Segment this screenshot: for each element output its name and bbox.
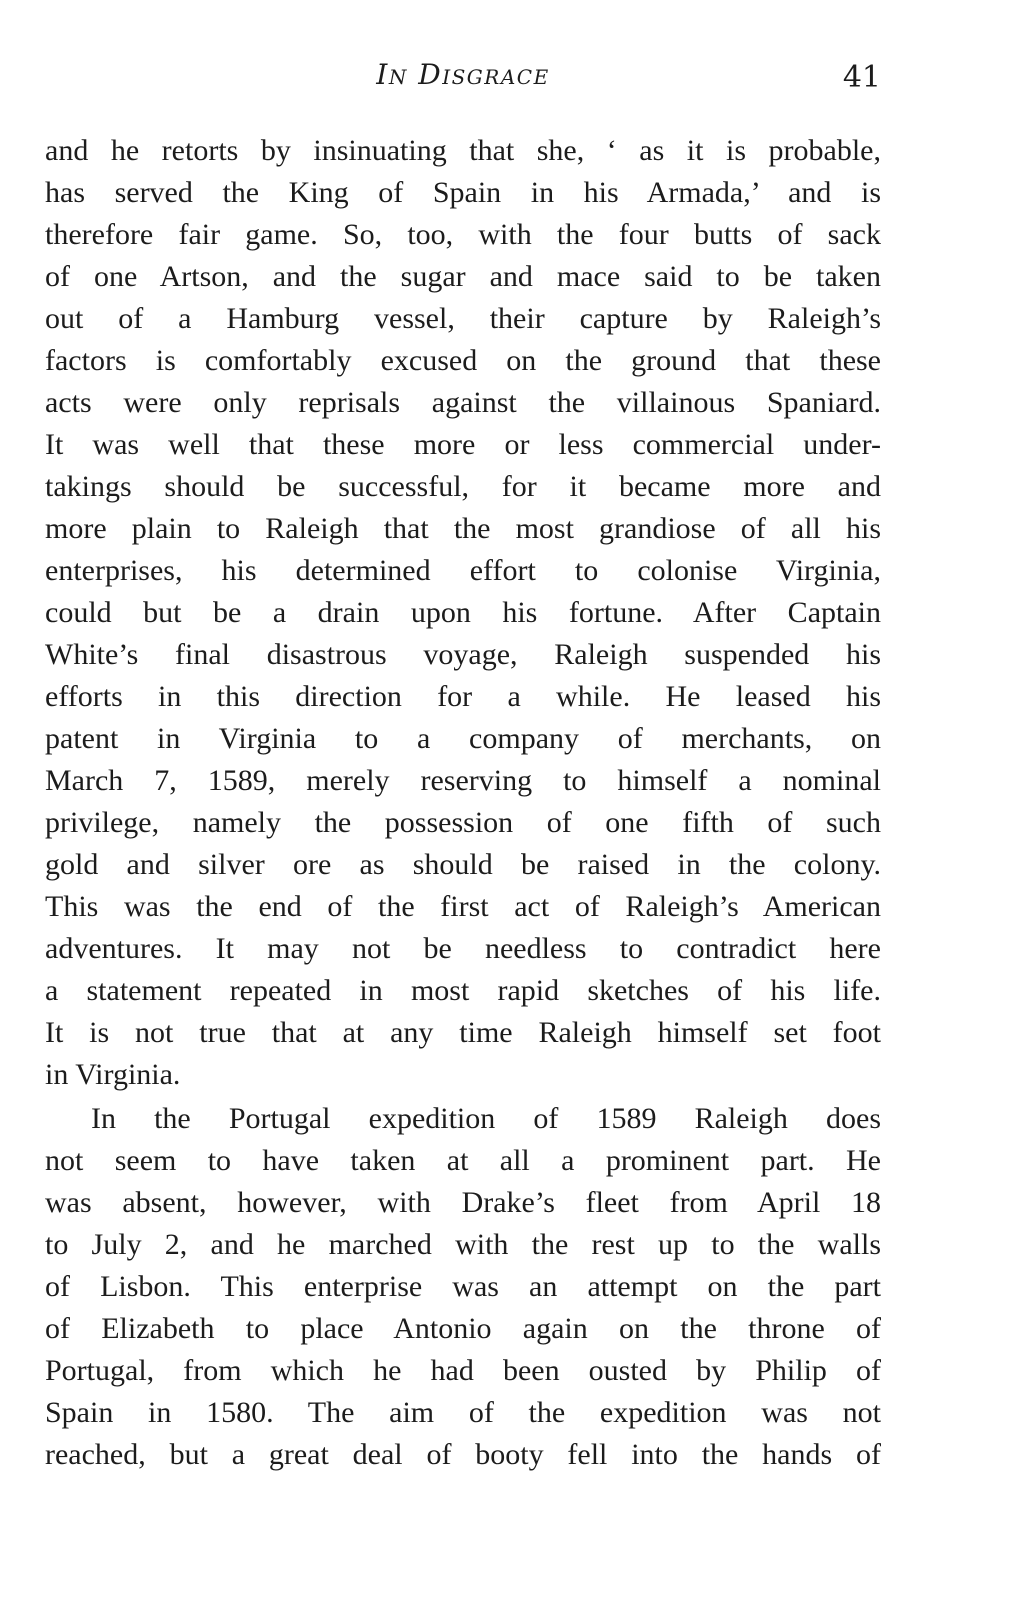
text-line: takings should be successful, for it became more and: [45, 470, 881, 503]
text-line: out of a Hamburg vessel, their capture by Raleigh’s: [45, 302, 881, 335]
text-line: to July 2, and he marched with the rest up to the walls: [45, 1228, 881, 1261]
paragraph-1: [45, 130, 881, 1096]
text-line: White’s final disastrous voyage, Raleigh suspended his: [45, 638, 881, 671]
paragraph-2: [45, 1098, 881, 1476]
text-line: Spain in 1580. The aim of the expedition was not: [45, 1396, 881, 1429]
text-line: of one Artson, and the sugar and mace said to be taken: [45, 260, 881, 293]
text-line: patent in Virginia to a company of merchants, on: [45, 722, 881, 755]
text-line: of Elizabeth to place Antonio again on the throne of: [45, 1312, 881, 1345]
text-line: March 7, 1589, merely reserving to himself a nominal: [45, 764, 881, 797]
page-number: 41: [842, 60, 881, 95]
text-line: acts were only reprisals against the villainous Spaniard.: [45, 386, 881, 419]
text-line: a statement repeated in most rapid sketches of his life.: [45, 974, 881, 1007]
text-line: gold and silver ore as should be raised in the colony.: [45, 848, 881, 881]
text-line: privilege, namely the possession of one fifth of such: [45, 806, 881, 839]
text-line: In the Portugal expedition of 1589 Raleigh does: [91, 1102, 881, 1135]
text-line: It was well that these more or less commercial under-: [45, 428, 881, 461]
body-text: [45, 130, 881, 1476]
text-line: enterprises, his determined effort to colonise Virginia,: [45, 554, 881, 587]
text-line: was absent, however, with Drake’s fleet from April 18: [45, 1186, 881, 1219]
text-line: It is not true that at any time Raleigh himself set foot: [45, 1016, 881, 1049]
text-line: Portugal, from which he had been ousted by Philip of: [45, 1354, 881, 1387]
running-head: [45, 58, 881, 102]
text-line: and he retorts by insinuating that she, ‘ as it is probable,: [45, 134, 881, 167]
text-line: of Lisbon. This enterprise was an attempt on the part: [45, 1270, 881, 1303]
text-line: efforts in this direction for a while. He leased his: [45, 680, 881, 713]
text-line: adventures. It may not be needless to contradict here: [45, 932, 881, 965]
running-title: In Disgrace: [376, 58, 550, 91]
text-line: factors is comfortably excused on the ground that these: [45, 344, 881, 377]
text-line: could but be a drain upon his fortune. After Captain: [45, 596, 881, 629]
text-line: in Virginia.: [45, 1058, 181, 1091]
text-line: therefore fair game. So, too, with the four butts of sack: [45, 218, 881, 251]
text-line: reached, but a great deal of booty fell into the hands of: [45, 1438, 881, 1471]
text-line: has served the King of Spain in his Armada,’ and is: [45, 176, 881, 209]
text-line: This was the end of the first act of Raleigh’s American: [45, 890, 881, 923]
text-line: more plain to Raleigh that the most grandiose of all his: [45, 512, 881, 545]
text-line: not seem to have taken at all a prominent part. He: [45, 1144, 881, 1177]
